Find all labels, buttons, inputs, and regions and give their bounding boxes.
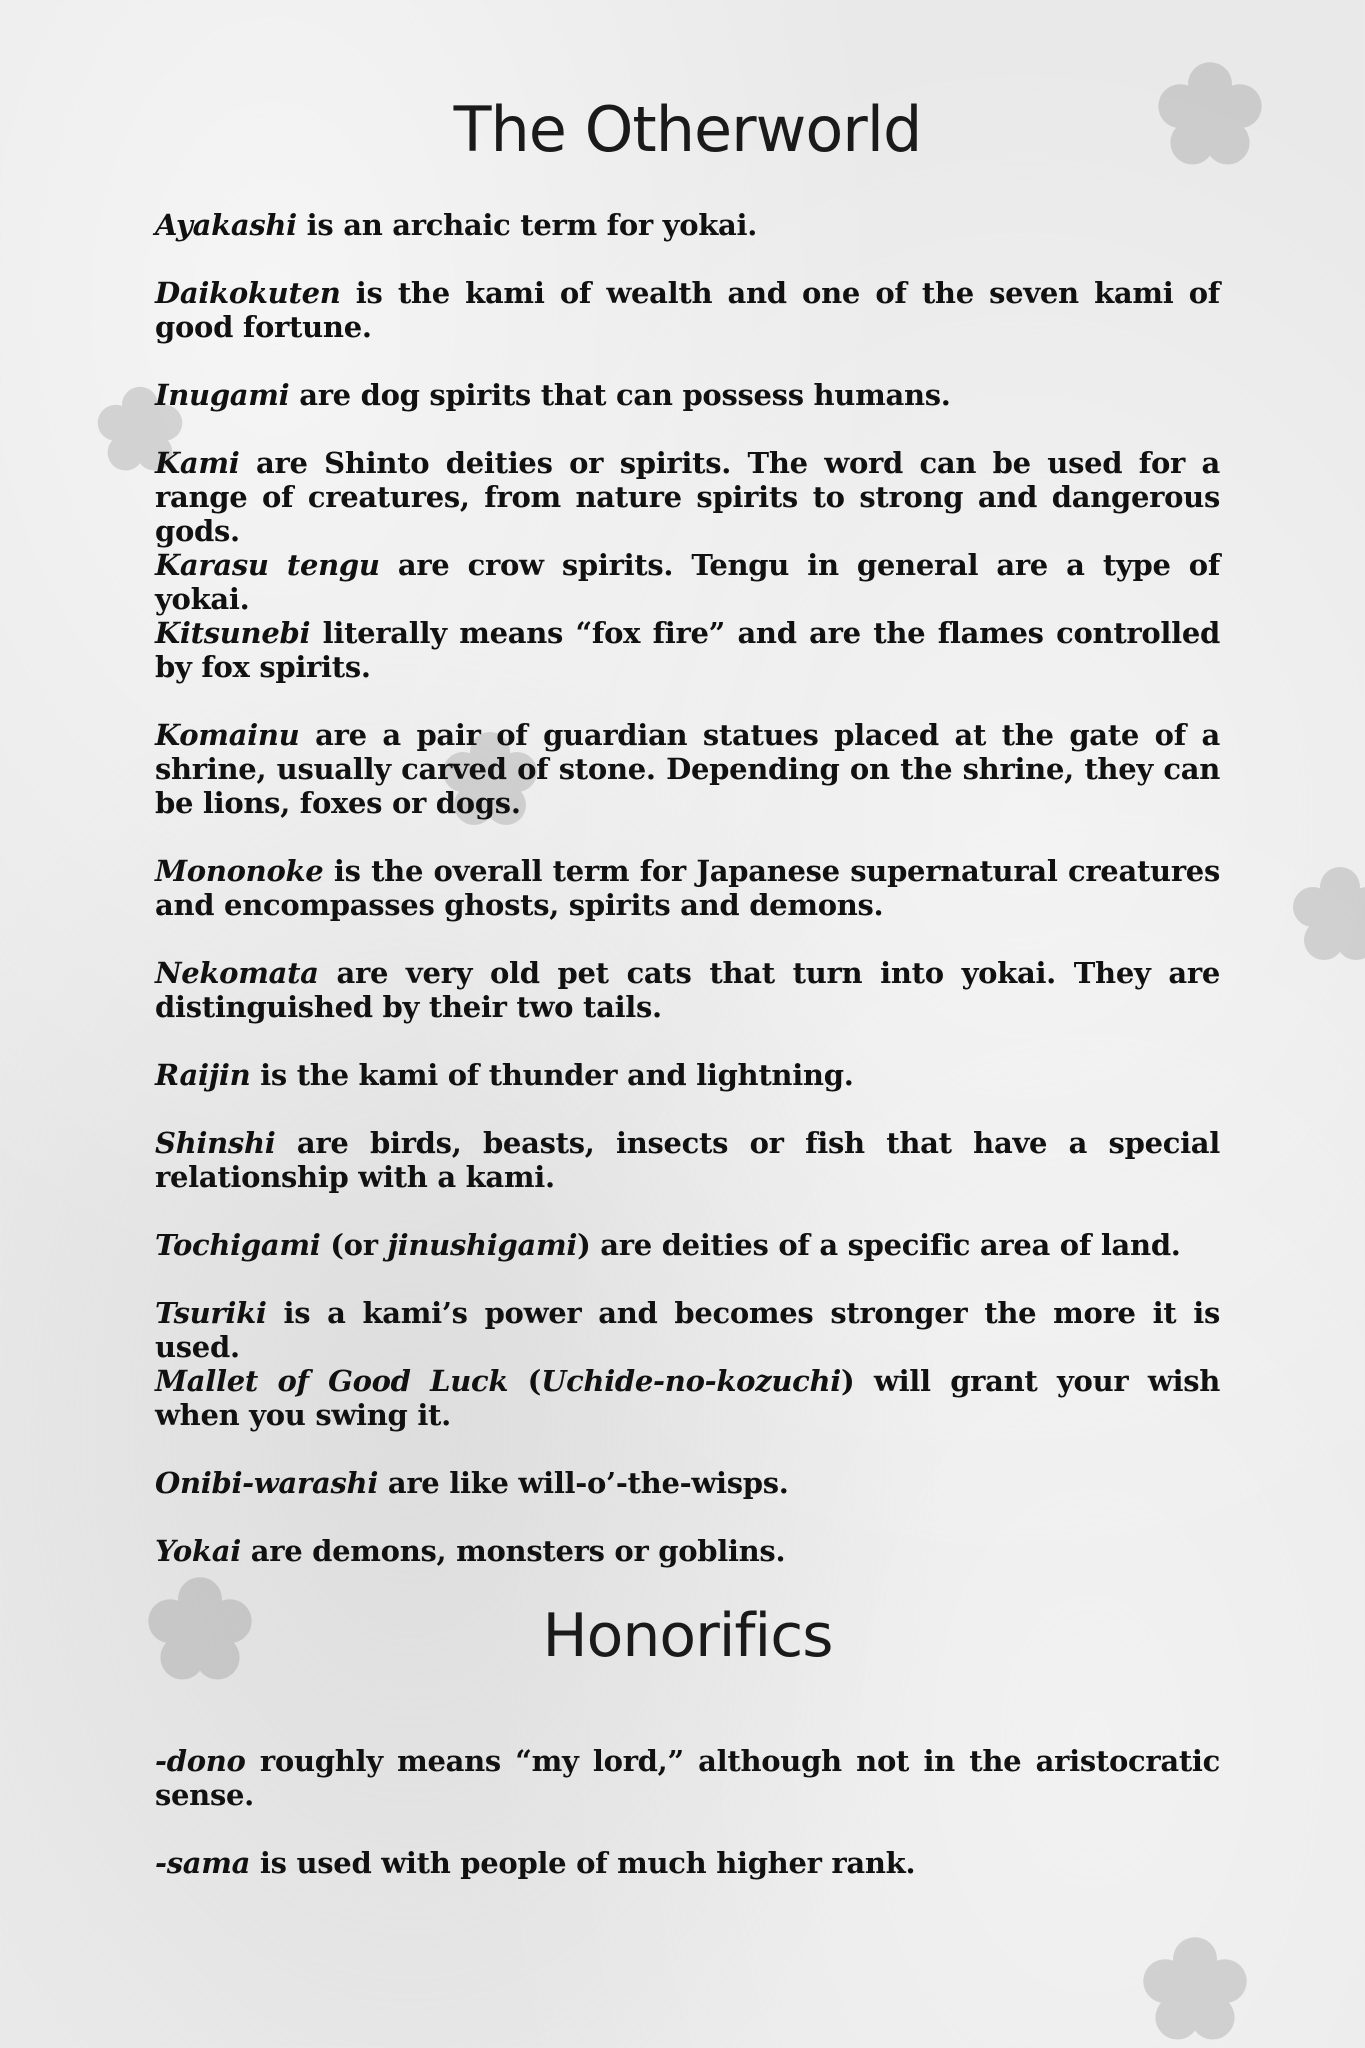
glossary-definition: ) will grant your wish when you swing it. — [155, 1364, 1221, 1432]
glossary-entry-onibi-warashi — [155, 1466, 1220, 1500]
glossary-term: Mallet of Good Luck — [155, 1364, 509, 1398]
honorific-definition: roughly means “my lord,” although not in the aristocratic sense. — [155, 1744, 1220, 1812]
glossary-entry-tochigami — [155, 1228, 1220, 1262]
glossary-definition: literally means “fox fire” and are the flames controlled by fox spirits. — [155, 616, 1220, 684]
glossary-term: Onibi-warashi — [155, 1466, 379, 1500]
honorifics-title: Honorifics — [542, 1601, 833, 1671]
glossary-definition: is the kami of thunder and lightning. — [250, 1058, 854, 1092]
glossary-entry-kitsunebi — [155, 616, 1220, 684]
glossary-term: Kami — [155, 446, 240, 480]
glossary-entry-komainu — [155, 718, 1220, 820]
glossary-term: Karasu tengu — [155, 548, 380, 582]
glossary-entry-mononoke — [155, 854, 1220, 922]
glossary-definition: is the overall term for Japanese supernatural creatures and encompasses ghosts, spirits and demons. — [155, 854, 1220, 922]
glossary-entry-daikokuten — [155, 276, 1220, 344]
glossary-definition: are crow spirits. Tengu in general are a type of yokai. — [155, 548, 1220, 616]
glossary-entry-inugami — [155, 378, 1220, 412]
glossary-definition: are very old pet cats that turn into yokai. They are distinguished by their two tails. — [155, 956, 1220, 1024]
glossary-definition: ) are deities of a specific area of land. — [577, 1228, 1181, 1262]
glossary-definition: is an archaic term for yokai. — [296, 208, 758, 242]
glossary-term: Mononoke — [155, 854, 324, 888]
glossary-term: Nekomata — [155, 956, 319, 990]
glossary-entry-nekomata — [155, 956, 1220, 1024]
glossary-definition: are Shinto deities or spirits. The word can be used for a range of creatures, from nature spirits to strong and dangerous gods. — [155, 446, 1220, 548]
glossary-term: Tsuriki — [155, 1296, 267, 1330]
glossary-term: Kitsunebi — [155, 616, 311, 650]
plum-blossom-icon — [1140, 1935, 1250, 2045]
glossary-definition: is the kami of wealth and one of the seven kami of good fortune. — [155, 276, 1220, 344]
glossary-definition: are birds, beasts, insects or fish that have a special relationship with a kami. — [155, 1126, 1220, 1194]
glossary-term: Raijin — [155, 1058, 251, 1092]
glossary-entry-mallet-of-good-luck — [155, 1364, 1220, 1432]
glossary-definition: are dog spirits that can possess humans. — [289, 378, 951, 412]
glossary-definition: (or — [320, 1228, 388, 1262]
glossary-term: Daikokuten — [155, 276, 341, 310]
glossary-term: Tochigami — [155, 1228, 321, 1262]
glossary-term: Yokai — [155, 1534, 241, 1568]
glossary-definition: are a pair of guardian statues placed at the gate of a shrine, usually carved of stone. Depending on the shrine, they can be lions, foxes or dogs. — [155, 718, 1220, 820]
plum-blossom-icon — [1290, 865, 1365, 965]
glossary-term: Shinshi — [155, 1126, 276, 1160]
glossary-entry-shinshi — [155, 1126, 1220, 1194]
glossary-entry-ayakashi — [155, 208, 1220, 242]
honorific-entry-dono — [155, 1744, 1220, 1812]
glossary-entry-yokai — [155, 1534, 1220, 1568]
glossary-entry-karasu-tengu — [155, 548, 1220, 616]
honorific-definition: is used with people of much higher rank. — [250, 1846, 916, 1880]
glossary-definition: is a kami’s power and becomes stronger the more it is used. — [155, 1296, 1220, 1364]
glossary-term-alt: jinushigami — [387, 1228, 578, 1262]
glossary-term: Inugami — [155, 378, 290, 412]
glossary-term-alt: Uchide-no-kozuchi — [541, 1364, 842, 1398]
honorific-term: -dono — [155, 1744, 246, 1778]
glossary-term: Komainu — [155, 718, 300, 752]
glossary-entry-tsuriki — [155, 1296, 1220, 1364]
otherworld-title: The Otherworld — [453, 93, 922, 166]
glossary-definition: ( — [508, 1364, 542, 1398]
honorific-term: -sama — [155, 1846, 251, 1880]
glossary-entry-kami — [155, 446, 1220, 548]
honorific-entry-sama — [155, 1846, 1220, 1880]
glossary-definition: are demons, monsters or goblins. — [240, 1534, 786, 1568]
glossary-entry-raijin — [155, 1058, 1220, 1092]
glossary-term: Ayakashi — [155, 208, 297, 242]
glossary-definition: are like will-o’-the-wisps. — [378, 1466, 789, 1500]
